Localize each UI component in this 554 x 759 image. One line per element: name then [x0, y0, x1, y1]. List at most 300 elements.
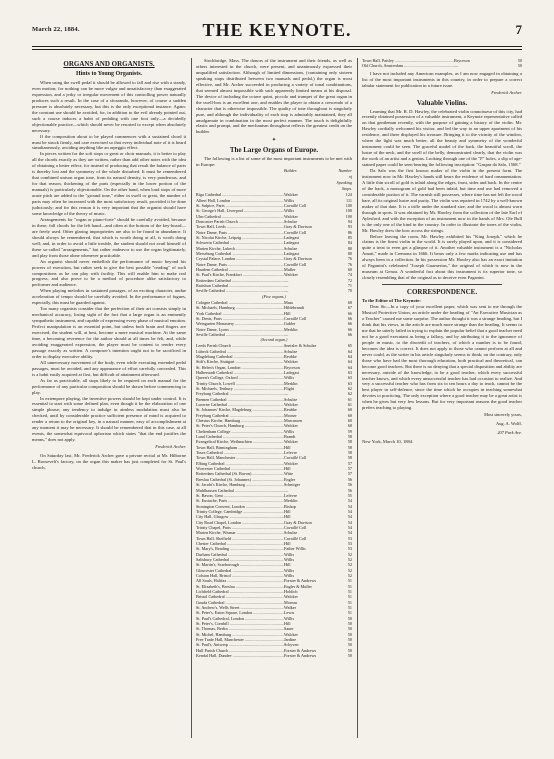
organ-table: [196, 192, 352, 658]
list-note-signature: Frederick Archer.: [491, 89, 522, 95]
organ-stop-count: 66: [336, 311, 352, 316]
recital-paragraph: On Saturday last, Mr. Frederick Archer gave a private recital at Mr. Hilborne L. Roosevelt's factory, on the organ this maker has just completed for St. Paul's church,: [32, 453, 186, 470]
organ-builder: Ladegast: [284, 251, 336, 256]
issue-date: March 22, 1884.: [32, 26, 80, 33]
organ-builder: Cavaillé Coll: [284, 455, 336, 460]
organ-builder: Hill: [284, 445, 336, 450]
organ-builder: Bryceson: [284, 365, 336, 370]
organ-stop-count: 60: [336, 267, 352, 272]
organ-location: St. Helen's Organ, London .....: [196, 365, 284, 370]
table-row: [362, 63, 522, 68]
organ-builder: Gabler: [284, 321, 336, 326]
organ-location: Freyburg Cathedral .....: [196, 413, 284, 418]
organ-builder: —: [284, 288, 336, 293]
organ-builder: Hill: [284, 541, 336, 546]
organ-stop-count: 100: [336, 214, 352, 219]
organ-location: City Road Chapel, London .....: [196, 520, 284, 525]
correspondence-close: Most sincerely yours,: [484, 412, 522, 418]
organ-location: Elbing Cathedral .....: [196, 461, 284, 466]
organ-stop-count: 58: [336, 434, 352, 439]
organ-table-continuation: [362, 58, 522, 69]
organ-stop-count: 63: [336, 375, 352, 380]
organ-location: Chester Cathedral .....: [196, 541, 284, 546]
organ-location: Notre Dame, Lyons .....: [196, 327, 284, 332]
organ-location: Queen's College, Oxford .....: [196, 375, 284, 380]
organ-stop-count: 51: [336, 605, 352, 610]
organ-stop-count: 57: [336, 466, 352, 471]
organ-location: Seville Cathedral .....: [196, 332, 284, 337]
organ-stop-count: 76: [336, 256, 352, 261]
organ-stop-count: 52: [336, 557, 352, 562]
organ-location: Hull Parish Church .....: [196, 648, 284, 653]
organ-stop-count: 62: [336, 391, 352, 396]
organ-builder: Hill: [284, 466, 336, 471]
organ-location: Ratisbon Cathedral .....: [196, 283, 284, 288]
organ-location: Notre Dame, Paris .....: [196, 262, 284, 267]
organ-location: Haarlem Cathedral .....: [196, 267, 284, 272]
organ-location: Trinity College, Cambridge .....: [196, 509, 284, 514]
organ-location: St. Denis, Paris .....: [196, 316, 284, 321]
organ-location: Bristol Cathedral .....: [196, 594, 284, 599]
organ-builder: Walcker: [284, 594, 336, 599]
organ-location: Stift's Kirche, Stuttgart .....: [196, 359, 284, 364]
organ-builder: Hill: [284, 514, 336, 519]
organ-location: Schwerin Cathedral .....: [196, 240, 284, 245]
list-note-paragraph: I have not included any American examples, as I am now engaged in obtaining a list of the most important instruments in this country, in order to prepare a correct tabular statement for publication in a future issue.: [362, 70, 522, 88]
table-row: [196, 653, 352, 658]
organ-location: Marien Kirche, Wismar .....: [196, 530, 284, 535]
header-rule-bottom: [32, 49, 522, 50]
organ-stop-count: 93: [336, 224, 352, 229]
organ-builder: Schulze: [284, 219, 336, 224]
column-rule-1: [191, 58, 192, 738]
organ-stop-count: 50: [506, 58, 522, 63]
organ-builder: Reubke: [284, 354, 336, 359]
organ-location: St. Andrew's, Wells Street .....: [196, 605, 284, 610]
organ-builder: Cavaillé Coll: [284, 525, 336, 530]
organ-builder: Lewis: [284, 610, 336, 615]
organ-builder: Mooser: [284, 413, 336, 418]
organs-article-paragraph: As far as practicable, all stops likely to be required on each manual for the performance of any particular composition should be drawn before commencing to play.: [32, 377, 186, 395]
organ-location: Town Hall, Manchester .....: [196, 455, 284, 460]
organs-article-body: [32, 80, 186, 443]
correspondence-title: CORRESPONDENCE.: [406, 288, 478, 297]
organ-stop-count: 66: [336, 316, 352, 321]
correspondence-address: 207 Park Ave.: [497, 430, 522, 436]
organ-stop-count: 94: [336, 219, 352, 224]
organ-builder: —: [284, 278, 336, 283]
organ-builder: Cavaillé Coll: [284, 536, 336, 541]
organ-location: Lund Cathedral .....: [196, 434, 284, 439]
organ-location: St. Martin's, Scarborough .....: [196, 562, 284, 567]
organ-builder: Brandt: [284, 434, 336, 439]
organ-stop-count: 50: [336, 653, 352, 658]
organ-location: Salisbury Cathedral .....: [196, 557, 284, 562]
organ-stop-count: 52: [336, 568, 352, 573]
organ-stop-count: 58: [336, 445, 352, 450]
organ-stop-count: 66: [336, 321, 352, 326]
organ-builder: Cavaillé Coll: [284, 203, 336, 208]
organ-stop-count: 56: [336, 488, 352, 493]
organ-stop-count: 50: [336, 621, 352, 626]
organ-builder: Flight: [284, 386, 336, 391]
organs-article-paragraph: If the composition about to be played commences with a sustained chord it must be struck firmly, and care exercised so that every individual note of it is heard simultaneously, avoiding anything like an arpeggio effect.: [32, 133, 186, 151]
column-rule-2: [357, 58, 358, 738]
organ-builder: Ladegast: [284, 370, 336, 375]
organ-stop-count: 111: [336, 198, 352, 203]
organ-stop-count: 54: [336, 504, 352, 509]
organ-stop-count: 51: [336, 610, 352, 615]
column-1: [32, 58, 186, 748]
organ-stop-count: 56: [336, 477, 352, 482]
organ-builder: Gray & Davison: [284, 256, 336, 261]
organ-builder: Schyven: [284, 642, 336, 647]
organ-location: Evangelical Kirche, Weihnachten .....: [196, 439, 284, 444]
organ-location: Town Hall, Leeds .....: [196, 224, 284, 229]
organ-stop-count: 50: [336, 642, 352, 647]
organ-builder: Walcker: [284, 214, 336, 219]
organs-article-paragraph: When using the swell pedal it should be allowed to fall and rise with a steady, even motion; for nothing can be more vulgar and unsatisfactory than exaggerated expression, and a jerky or irregular movement of this controlling power naturally produces such a result. In the case of a sforzando, however, of course a sudden pressure is absolutely necessary, but this is the only exceptional instance. Again: the constant use should be avoided, for, in addition to the evil already pointed out, such a course induces a habit of pedaling with one foot only—a decidedly objectionable practice—which should never be resorted to except when absolutely necessary.: [32, 80, 186, 133]
organ-builder: Willis: [284, 429, 336, 434]
organ-location: Breslau Cathedral (St. Johannes) .....: [196, 477, 284, 482]
organ-builder: Gray & Davison: [284, 224, 336, 229]
organ-stop-count: 100: [336, 203, 352, 208]
organ-location: Doncaster Parish Church .....: [196, 219, 284, 224]
organ-stop-count: 66: [336, 327, 352, 332]
organ-stop-count: 61: [336, 397, 352, 402]
organ-stop-count: 54: [336, 520, 352, 525]
organ-location: Gouda Cathedral .....: [196, 600, 284, 605]
organ-builder: Walcker: [284, 402, 336, 407]
organ-stop-count: 50: [336, 626, 352, 631]
organ-stop-count: 58: [336, 439, 352, 444]
organ-stop-count: 50: [336, 616, 352, 621]
organ-location: St. Paul's Cathedral, London .....: [196, 616, 284, 621]
organ-stop-count: 85: [336, 235, 352, 240]
organ-builder: Ladegast: [284, 240, 336, 245]
column-2: [196, 58, 352, 748]
organ-builder: Bryceson: [454, 58, 506, 63]
organ-builder: Jardine: [284, 637, 336, 642]
correspondence-body: [362, 304, 522, 411]
organ-stop-count: 67: [336, 305, 352, 310]
organ-table-header: [196, 168, 352, 192]
organ-builder: Cavaillé Coll: [284, 262, 336, 267]
organ-builder: Willis: [284, 568, 336, 573]
organ-location: Town Hall, Birmingham .....: [196, 445, 284, 450]
organ-stop-count: 58: [336, 450, 352, 455]
organs-article-paragraph: Too many organists consider that the perfection of their art consists simply in mechanical accuracy, losing sight of the fact that a large organ is an eminently sympathetic instrument, and capable of expressing every phase of musical emotion. Perfect manipulation is an essential point, but unless both brain and fingers are exercised, the student will, at best, become a mere musical machine. At the same time, a becoming reverence for the author should at all times be felt, and, while avoiding exaggerated expression, the player must be content to render every passage exactly as written. A composer's intention ought not to be sacrificed in order to display executive ability.: [32, 306, 186, 359]
organ-stop-count: 71: [336, 283, 352, 288]
organ-stop-count: 64: [336, 349, 352, 354]
organ-builder: Schnitger: [284, 482, 336, 487]
violins-paragraph: Before leaving the room, Mr. Hawley exhibited his "King Joseph," which he claims is the finest violin in the world. It is rarely played upon, and it is considered quite a treat to even get a glimpse of it. Another valuable instrument is a "Nicholas Amati," made in Cremona in 1666. It bears only a few marks indicating use and has always been in a collection. In his possession Mr. Hawley also has an exact imitation of Paganini's celebrated "Joseph Guarnerius," the original of which is now in the museum at Genoa. A wonderful fact about this instrument is its superior tone, so closely resembling that of the original as to deceive even Paganini.: [362, 233, 522, 281]
organ-stop-count: 80: [336, 251, 352, 256]
organ-builder: Hill: [284, 509, 336, 514]
organ-stop-count: 80: [336, 246, 352, 251]
organ-location: Durham Cathedral .....: [196, 552, 284, 557]
organ-location: Lichfield Cathedral .....: [196, 589, 284, 594]
organ-stop-count: 54: [336, 530, 352, 535]
organ-builder: Willis: [284, 616, 336, 621]
organ-stop-count: 65: [336, 343, 352, 348]
organ-location: Leeds Parish Church .....: [196, 343, 284, 348]
correspondence-name: Aug. A. Wolff,: [496, 421, 522, 427]
organ-location: St. Thomas, Berlin .....: [196, 626, 284, 631]
organ-builder: Engler: [284, 477, 336, 482]
violins-paragraph: Da Salo was the first known maker of the violin in the present form. The instrument now in Mr. Hawley's hands still bears the evidence of hard ornamentation. A little thin scroll of gold is inlaid along the edges, front, sides and back. In the centre of the back, a monogram of gold had been inlaid, but time and use had removed a considerable portion of it. The varnish still possesses, where time has not left the wood bare, all its original lustre and purity. The violin was repaired in 1742 by a well-known maker of that date. It is a trifle under the standard size, and the wood is almost worn through in spots. It was obtained by Mr. Hawley from the collection of the late Earl of Aylesford, and with the exception of an instrument now in the hands of Mrs. Ole Bull is the only one of the kind in the country. In order to illustrate the tones of the violin, Mr. Hawley drew the bow across the strings.: [362, 168, 522, 233]
organ-location: St. Paul's Kirche, Frankfort .....: [196, 272, 284, 277]
organ-location: St. Bavon, Gent .....: [196, 493, 284, 498]
organ-stop-count: 50: [336, 632, 352, 637]
organ-location: Lübeck Cathedral .....: [196, 349, 284, 354]
large-organs-title: The Large Organs of Europe.: [229, 146, 319, 155]
organ-builder: Muller: [284, 267, 336, 272]
organ-stop-count: 53: [336, 546, 352, 551]
organ-builder: Cavaillé Coll: [284, 230, 336, 235]
organ-builder: Willis: [284, 208, 336, 213]
organ-location: St. Eustache, Paris .....: [196, 498, 284, 503]
organs-article-paragraph: All unnecessary movement of the body, even while executing extended pedal passages, must be avoided, and any appearance of effort carefully concealed. This is a habit easily acquired at first, but difficult of attainment afterward.: [32, 359, 186, 377]
organ-table-section-note: (Five organs.): [262, 293, 286, 299]
organ-location: Weingarten Monastery .....: [196, 321, 284, 326]
organ-builder: Bishop: [284, 504, 336, 509]
organ-builder: Sauer: [284, 626, 336, 631]
organ-stop-count: 59: [336, 429, 352, 434]
organ-builder: Hill: [284, 311, 336, 316]
organ-stop-count: 60: [336, 407, 352, 412]
organ-stop-count: 50: [336, 648, 352, 653]
organ-builder: Cavaillé Coll: [284, 316, 336, 321]
organ-stop-count: 76: [336, 262, 352, 267]
organ-builder: Merklin: [284, 381, 336, 386]
section-ornament: ✦: [271, 138, 277, 144]
organ-location: Kendal Hall, Dundee .....: [196, 653, 284, 658]
organ-stop-count: 124: [336, 192, 352, 197]
organ-stop-count: 54: [336, 514, 352, 519]
column-3: [362, 58, 522, 748]
organ-location: Trinity Church, Lowell .....: [196, 381, 284, 386]
organ-builder: Walcker: [284, 632, 336, 637]
correspondence-paragraph: Dear Sir—In a copy of your excellent paper, which was sent to me through the Musical Protective Union, an article under the heading of "An Executive Musician as a Teacher" caused me some surprise. The author thought it was a strange heading, but I think that his views, in the article are much more strange than the heading. It seems to me that he utterly failed in trying to explain the popular belief that a good teacher need not be a good executant as being a fallacy, and by attributing it to the ignorance of people in music, to the discredit of teachers, of which a number is to be found, becomes the idea is correct. It does not apply to those who cannot perform at all and never could, as the writer in his article singularly seems to think; on the contrary, only those who have had the most thorough education, both practical and theoretical, can become good teachers. But there is no denying that a special disposition and ability are necessary, outside of the knowledge, to be a good teacher, which every successful teacher knows, and which every unsuccessful teacher has had occasion to realize. And very a successful teacher who has from six to ten hours a day to teach, cannot be the best player in self-defence, since the time which he occupies in teaching somewhat devotes to practicing. The only exception where a good teacher may be a great artist is when he gives but very few lessons. But for very important reasons the good teacher prefers teaching to playing.: [362, 304, 522, 411]
organ-stop-count: 51: [336, 600, 352, 605]
correspondence-salutation: To the Editor of The Keynote:: [362, 298, 421, 304]
organ-location: Albert Hall, London .....: [196, 198, 284, 203]
organ-builder: Willis: [284, 552, 336, 557]
organ-stop-count: 60: [336, 413, 352, 418]
organ-table-header-name: [196, 168, 284, 192]
correspondence-dateline: New York, March 10, 1884.: [362, 439, 414, 445]
organ-table-section-note: (Second organ.): [260, 337, 288, 343]
recital-continuation: Stockbridge, Mass. The donors of the instrument and their friends, as well as others interested in the church, were present, and unanimously expressed their unqualified satisfaction. Although of limited dimensions, (containing only sixteen speaking stops distributed between two manuals and pedal,) the organ is most effective, and Mr. Archer succeeded in producing a variety of tonal combinations, that seemed almost impossible with such apparently limited means at his disposal. The device of including the octave quint, piccolo and trumpet of the great organ in the swell-box is an excellent one, and enables the player to obtain a crescendo of a character that is otherwise impossible. The quality of tone throughout is singularly pure, and although the individuality of each stop is admirably maintained, they all amalgamate in combination in the most perfect manner. The touch is delightfully elastic and prompt, and the mechanism throughout reflects the greatest credit on the builder.: [196, 58, 352, 135]
organ-location: St. Peter's, Cornhill .....: [196, 621, 284, 626]
organ-location: Crystal Palace, London .....: [196, 256, 284, 261]
organ-stop-count: 68: [336, 300, 352, 305]
organ-location: St. Michel, Hamburg .....: [196, 632, 284, 637]
organ-stop-count: 52: [336, 562, 352, 567]
organs-article-paragraph: When playing melodies in sustained passages, of an exciting character, undue acceleration of tempo should be carefully avoided. In the performance of fugues, especially, this must be guarded against.: [32, 288, 186, 306]
organ-location: Stonington Convent, London .....: [196, 504, 284, 509]
organ-location: Marien Kirche, Lubeck .....: [196, 246, 284, 251]
organ-builder: Witte: [284, 471, 336, 476]
organ-builder: Walker: [284, 605, 336, 610]
organ-stop-count: 50: [506, 63, 522, 68]
organ-location: Ulm Cathedral .....: [196, 214, 284, 219]
organ-builder: Hildebrandt: [284, 305, 336, 310]
organ-stop-count: 51: [336, 589, 352, 594]
organ-location: Tours Cathedral .....: [196, 450, 284, 455]
organ-location: Bremen Cathedral .....: [196, 397, 284, 402]
organ-location: Notre Dame, Paris .....: [196, 230, 284, 235]
organ-stop-count: 51: [336, 578, 352, 583]
organ-builder: Walcker: [284, 461, 336, 466]
organ-location: Trinity Chapel, Paris .....: [196, 525, 284, 530]
organ-builder: —: [284, 391, 336, 396]
organ-location: St. Elizabeth's, Breslau .....: [196, 584, 284, 589]
organ-builder: Ladegast: [284, 235, 336, 240]
violins-paragraph: Learning that Mr. R. D. Hawley, the celebrated violin connoisseur of this city, had recently obtained possession of a valuable instrument, a Keynote representative called on that gentleman recently, with the purpose of gaining a history of the violin. Mr. Hawley cordially welcomed his visitor, and led the way to an upper apartment of his residence, and there displayed his treasure. Bringing it to the vicinity of the window, where the light was much better, all the beauty and symmetry of the wonderful instrument could be seen. The graceful model of the back, the beautiful scroll, the lustre of the neck, and the swell of the belly, demonstrated clearly, that the violin was the work of an artist and a genius. Looking through one of the "F" holes, a slip of age-stained paper could be seen bearing the following inscription: "Gaspar da Salo, 1568.": [362, 108, 522, 168]
organ-location: Cheltenham College .....: [196, 429, 284, 434]
valuable-violins-body: [362, 109, 522, 282]
organ-location: Freyburg Cathedral .....: [196, 391, 284, 396]
organ-builder: Willis: [284, 375, 336, 380]
header-rule-top: [32, 46, 522, 47]
organ-builder: Snetzler & Schulze: [284, 343, 336, 348]
organ-stop-count: 74: [336, 272, 352, 277]
organ-location: Merseburg Cathedral .....: [196, 251, 284, 256]
organ-builder: Walcker: [284, 192, 336, 197]
organ-builder: Walcker: [284, 359, 336, 364]
large-organs-intro: The following is a list of some of the most important instruments to be met with in Europe:: [196, 156, 352, 168]
organ-stop-count: 54: [336, 525, 352, 530]
organ-stop-count: 60: [336, 423, 352, 428]
organ-location: St. Paul's, Antwerp .....: [196, 642, 284, 647]
organ-stop-count: 60: [336, 418, 352, 423]
organ-builder: —: [284, 488, 336, 493]
organ-builder: Gray & Davison: [284, 520, 336, 525]
organ-stop-count: 53: [336, 541, 352, 546]
organ-builder: Schulze: [284, 530, 336, 535]
organ-location: Colston Hall, Bristol .....: [196, 573, 284, 578]
organ-location: Magdeburg Cathedral .....: [196, 354, 284, 359]
organ-builder: Marcussen: [284, 418, 336, 423]
organ-table-header-builder: Builder.: [284, 168, 298, 174]
organ-stop-count: 57: [336, 461, 352, 466]
organ-stop-count: 62: [336, 386, 352, 391]
organ-stop-count: 86: [336, 230, 352, 235]
organ-location: St. Michaels, Hamburg .....: [196, 305, 284, 310]
organ-location: Riga Cathedral .....: [196, 192, 284, 197]
organ-stop-count: 84: [336, 240, 352, 245]
organ-builder: Willis: [284, 198, 336, 203]
organ-builder: Maas: [284, 300, 336, 305]
organ-location: York Cathedral .....: [196, 311, 284, 316]
organ-builder: Engler & Muller: [284, 584, 336, 589]
organ-stop-count: 63: [336, 381, 352, 386]
page-number: 7: [515, 22, 522, 37]
section-divider: [382, 284, 502, 285]
organ-table-header-stops: Number of Speaking Stops.: [336, 168, 352, 192]
organ-builder: —: [454, 63, 506, 68]
organ-stop-count: 51: [336, 594, 352, 599]
organ-location: Old Church, Amsterdam .....: [362, 63, 454, 68]
organ-builder: —: [284, 283, 336, 288]
organ-stop-count: 55: [336, 493, 352, 498]
organ-builder: Lefevre: [284, 493, 336, 498]
organ-builder: Hill: [284, 562, 336, 567]
organ-stop-count: 56: [336, 482, 352, 487]
organ-location: Worcester Cathedral .....: [196, 466, 284, 471]
organ-location: Cologne Cathedral .....: [196, 300, 284, 305]
organ-stop-count: 72: [336, 278, 352, 283]
organs-article-paragraph: An organist should never embellish the performance of music beyond his powers of execution, but rather seek to give the best possible "reading" of such compositions as he can play with facility. This will enable him to make real progress, and also prove to be a method of procedure alike satisfactory to performer and audience.: [32, 258, 186, 288]
organ-stop-count: 54: [336, 498, 352, 503]
valuable-violins-title: Valuable Violins.: [416, 98, 468, 107]
organ-location: St. Peter's Church, Hamburg .....: [196, 423, 284, 428]
organ-location: Free Trade Hall, Manchester .....: [196, 637, 284, 642]
organ-location: St. Mary's, Reading .....: [196, 546, 284, 551]
organ-location: St. Peter's, Eaton Square, London .....: [196, 610, 284, 615]
organ-builder: Merklin: [284, 327, 336, 332]
organ-location: St. George's Hall, Liverpool .....: [196, 208, 284, 213]
organ-location: St. Michaels, Tenbury .....: [196, 386, 284, 391]
organ-builder: Forster & Andrews: [284, 648, 336, 653]
organ-builder: Forster & Andrews: [284, 578, 336, 583]
organ-builder: Forster & Andrews: [284, 653, 336, 658]
organ-location: St. Johannes' Kirche, Magdeburg .....: [196, 407, 284, 412]
organs-article-paragraph: In pieces written for the soft stops or great or choir manuals, it is better to play all the chords exactly as they are written, rather than add other notes with the idea of obtaining a better effect; for instead of producing that result the balance of parts is thereby lost and the symmetry of the whole disturbed. It must be remembered that combined unison organ tone, from its natural density, is very ponderous, and for that reason, thickening of the parts (especially in the lower portion of the manuals) is particularly objectionable. On the other hand, when loud stops of more acute pitch are added to the "ground tone," either in swell or great, the number of parts may often be increased with the most satisfactory result, provided it be done judiciously; and for this reason it is very important that the organist should have some knowledge of the theory of music.: [32, 151, 186, 216]
organs-article-title: ORGANS AND ORGANISTS.: [63, 60, 155, 68]
organ-builder: Moreau: [284, 600, 336, 605]
organ-stop-count: 64: [336, 365, 352, 370]
organs-article-signature: Frederick Archer.: [155, 444, 186, 450]
organ-stop-count: 64: [336, 354, 352, 359]
organ-builder: Willis: [284, 573, 336, 578]
organ-stop-count: 61: [336, 402, 352, 407]
organ-location: Town Hall, Sheffield .....: [196, 536, 284, 541]
organ-location: Gloucester Cathedral .....: [196, 568, 284, 573]
organ-stop-count: 50: [336, 637, 352, 642]
organ-stop-count: 52: [336, 573, 352, 578]
organ-builder: Schulze: [284, 349, 336, 354]
organ-builder: Schulze: [284, 397, 336, 402]
organ-stop-count: 66: [336, 332, 352, 337]
organ-builder: —: [284, 332, 336, 337]
organ-stop-count: 57: [336, 471, 352, 476]
organ-builder: Lefevre: [284, 450, 336, 455]
organ-stop-count: 70: [336, 288, 352, 293]
masthead-title: THE KEYNOTE.: [202, 20, 352, 40]
organ-location: Rotterdam Cathedral .....: [196, 278, 284, 283]
organ-location: Muhlhausen Cathedral .....: [196, 488, 284, 493]
organ-stop-count: 53: [336, 536, 352, 541]
page-header: [32, 20, 522, 42]
organ-builder: Willis: [284, 557, 336, 562]
organ-location: Halberstadt Cathedral .....: [196, 370, 284, 375]
organ-builder: Holdich: [284, 589, 336, 594]
organ-location: Seville Cathedral .....: [196, 288, 284, 293]
organs-article-paragraph: Arrangements for "organ or piano-forte" should be carefully avoided, because in these, full chords for the left hand—and often at the bottom of the key-board—are freely used. Other glaring improprieties are also to be found in abundance. It should always be remembered, that which is worth doing at all, is worth doing well; and, in order to avoid a little trouble, the student should not avail himself of these so-called "arrangements," but rather endeavor to use the organ legitimately, and play from those alone whenever practicable.: [32, 216, 186, 258]
organ-builder: Walcker: [284, 439, 336, 444]
organ-stop-count: 63: [336, 370, 352, 375]
organ-builder: Walcker: [284, 272, 336, 277]
organ-stop-count: 52: [336, 552, 352, 557]
organ-stop-count: 54: [336, 509, 352, 514]
organ-stop-count: 100: [336, 208, 352, 213]
organ-location: All Souls, Halifax .....: [196, 578, 284, 583]
organ-location: St. Jacobi's Kirche, Hamburg .....: [196, 482, 284, 487]
organ-stop-count: 51: [336, 584, 352, 589]
